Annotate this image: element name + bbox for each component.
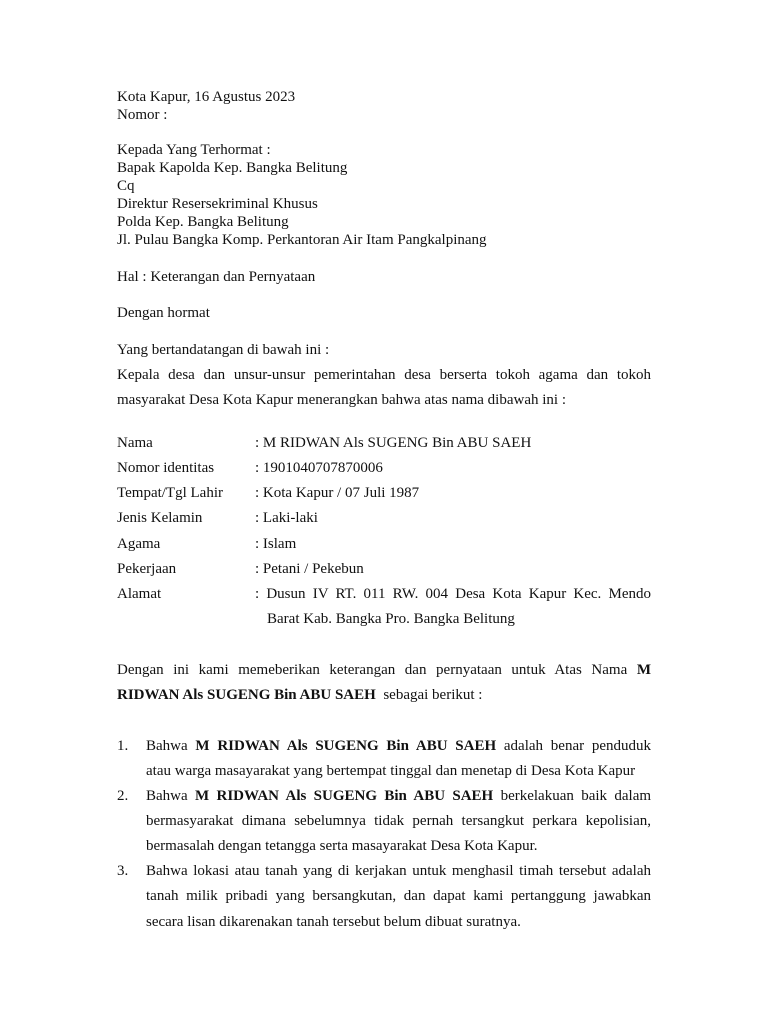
statement-line-1 bbox=[117, 661, 651, 679]
religion-value: : Islam bbox=[255, 536, 297, 552]
letter-number: Nomor : bbox=[117, 107, 168, 123]
statement-name-start: M bbox=[636, 662, 652, 678]
point-3-number: 3. bbox=[117, 863, 129, 879]
point-2-number: 2. bbox=[117, 788, 129, 804]
job-value: : Petani / Pekebun bbox=[255, 561, 364, 577]
name-label: Nama bbox=[117, 435, 153, 451]
point-2-name: M RIDWAN Als SUGENG Bin ABU SAEH bbox=[195, 788, 494, 804]
point-3-line-2: tanah milik pribadi yang bersangkutan, dan dapat kami pertanggung jawabkan bbox=[146, 888, 651, 904]
point-1-number: 1. bbox=[117, 738, 129, 754]
birth-label: Tempat/Tgl Lahir bbox=[117, 485, 223, 501]
statement-text-2: sebagai berikut : bbox=[383, 687, 483, 703]
point-1-line-2: atau warga masayarakat yang bertempat tinggal dan menetap di Desa Kota Kapur bbox=[146, 763, 636, 779]
recipient-address: Jl. Pulau Bangka Komp. Perkantoran Air Itam Pangkalpinang bbox=[117, 232, 487, 248]
gender-label: Jenis Kelamin bbox=[117, 510, 203, 526]
point-1-line-1 bbox=[146, 737, 651, 755]
birth-value: : Kota Kapur / 07 Juli 1987 bbox=[255, 485, 420, 501]
intro-line-1: Yang bertandatangan di bawah ini : bbox=[117, 342, 330, 358]
statement-text-1: Dengan ini kami memeberikan keterangan dan pernyataan untuk Atas Nama bbox=[117, 662, 628, 678]
place-date: Kota Kapur, 16 Agustus 2023 bbox=[117, 89, 296, 105]
point-2-pre: Bahwa bbox=[146, 788, 188, 804]
id-value: : 1901040707870006 bbox=[255, 460, 383, 476]
intro-line-3: masyarakat Desa Kota Kapur menerangkan bahwa atas nama dibawah ini : bbox=[117, 392, 566, 408]
point-1-name: M RIDWAN Als SUGENG Bin ABU SAEH bbox=[195, 738, 497, 754]
point-1-pre: Bahwa bbox=[146, 738, 188, 754]
recipient-line-3: Direktur Resersekriminal Khusus bbox=[117, 196, 318, 212]
point-2-line-2: bermasyarakat dimana sebelumnya tidak pernah tersangkut perkara kepolisian, bbox=[146, 813, 651, 829]
recipient-line-1: Bapak Kapolda Kep. Bangka Belitung bbox=[117, 160, 348, 176]
address-value-line-1: : Dusun IV RT. 011 RW. 004 Desa Kota Kapur Kec. Mendo bbox=[255, 586, 651, 602]
address-label: Alamat bbox=[117, 586, 162, 602]
intro-line-2: Kepala desa dan unsur-unsur pemerintahan desa berserta tokoh agama dan tokoh bbox=[117, 367, 651, 383]
point-3-line-3: secara lisan dikarenakan tanah tersebut belum dibuat suratnya. bbox=[146, 914, 521, 930]
recipient-line-4: Polda Kep. Bangka Belitung bbox=[117, 214, 289, 230]
statement-line-2 bbox=[117, 686, 482, 704]
salutation: Dengan hormat bbox=[117, 305, 210, 321]
name-value: : M RIDWAN Als SUGENG Bin ABU SAEH bbox=[255, 435, 532, 451]
gender-value: : Laki-laki bbox=[255, 510, 318, 526]
point-2-post: berkelakuan baik dalam bbox=[500, 788, 652, 804]
recipient-line-2: Cq bbox=[117, 178, 135, 194]
address-value-line-2: Barat Kab. Bangka Pro. Bangka Belitung bbox=[267, 611, 515, 627]
job-label: Pekerjaan bbox=[117, 561, 177, 577]
point-1-post: adalah benar penduduk bbox=[503, 738, 651, 754]
point-2-line-1 bbox=[146, 787, 651, 805]
point-2-line-3: bermasalah dengan tetangga serta masayarakat Desa Kota Kapur. bbox=[146, 838, 538, 854]
religion-label: Agama bbox=[117, 536, 161, 552]
subject-line: Hal : Keterangan dan Pernyataan bbox=[117, 269, 316, 285]
point-3-line-1: Bahwa lokasi atau tanah yang di kerjakan untuk menghasil timah tersebut adalah bbox=[146, 863, 651, 879]
recipient-greeting: Kepada Yang Terhormat : bbox=[117, 142, 271, 158]
statement-name-end: RIDWAN Als SUGENG Bin ABU SAEH bbox=[117, 687, 376, 703]
id-label: Nomor identitas bbox=[117, 460, 215, 476]
